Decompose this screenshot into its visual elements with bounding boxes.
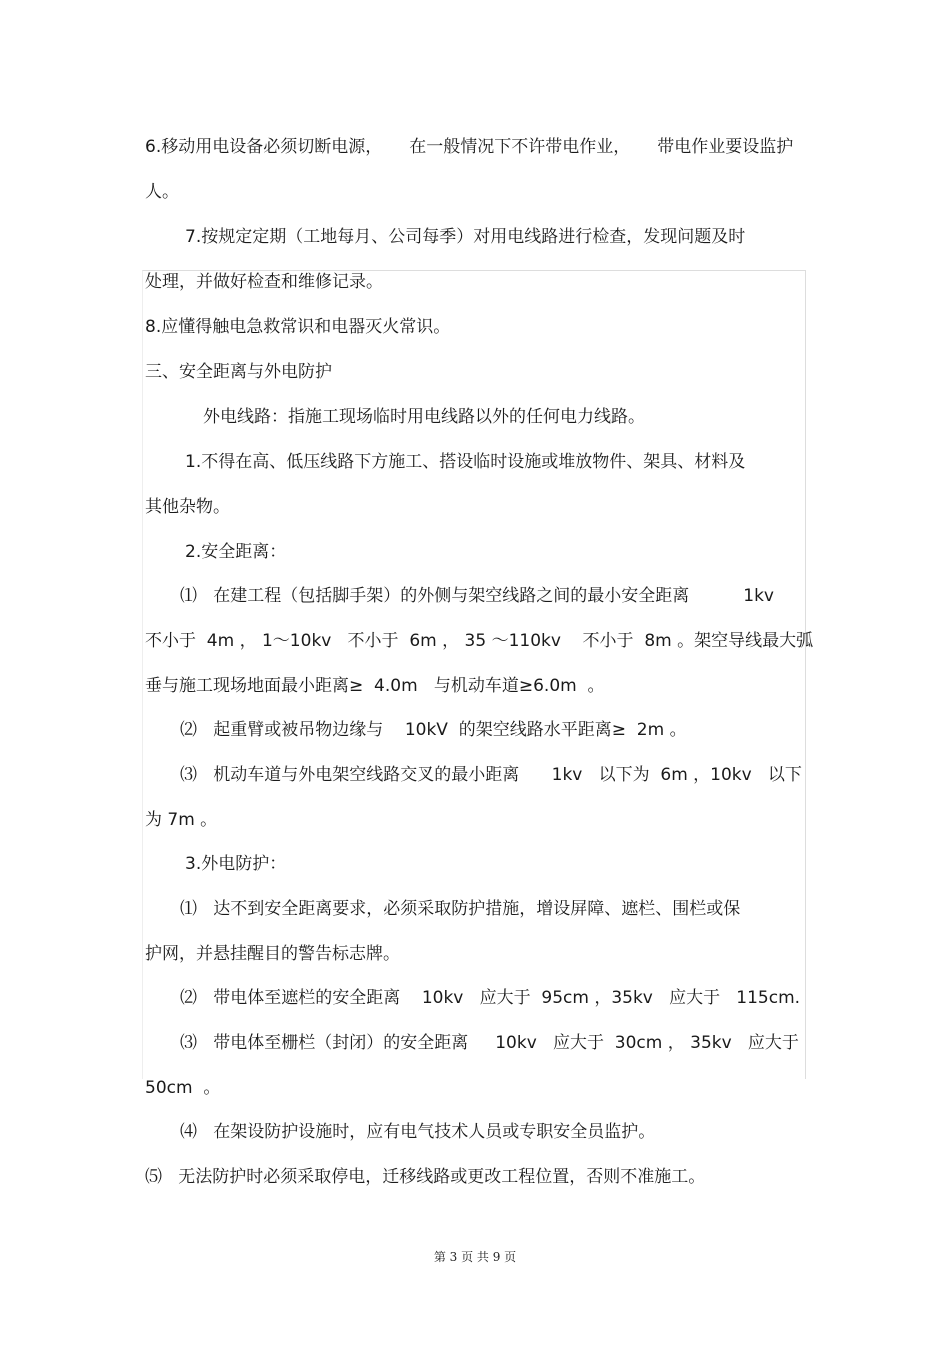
text-line: ⑴ 在建工程（包括脚手架）的外侧与架空线路之间的最小安全距离 1kv bbox=[180, 586, 774, 606]
text-line: 护网，并悬挂醒目的警告标志牌。 bbox=[145, 944, 400, 964]
text-line: ⑴ 达不到安全距离要求，必须采取防护措施，增设屏障、遮栏、围栏或保 bbox=[180, 899, 741, 919]
text-line: ⑸ 无法防护时必须采取停电，迁移线路或更改工程位置，否则不准施工。 bbox=[145, 1167, 706, 1187]
text-line: 1.不得在高、低压线路下方施工、搭设临时设施或堆放物件、架具、材料及 bbox=[185, 452, 746, 472]
subheading: 3.外电防护： bbox=[185, 854, 287, 874]
text-line: 8.应懂得触电急救常识和电器灭火常识。 bbox=[145, 317, 451, 337]
text-line: 其他杂物。 bbox=[145, 497, 230, 517]
subheading: 2.安全距离： bbox=[185, 542, 287, 562]
text-line: ⑷ 在架设防护设施时，应有电气技术人员或专职安全员监护。 bbox=[180, 1122, 656, 1142]
text-line: 处理，并做好检查和维修记录。 bbox=[145, 272, 383, 292]
text-line: 垂与施工现场地面最小距离≥ 4.0m 与机动车道≥6.0m 。 bbox=[145, 676, 605, 696]
text-line: ⑶ 带电体至栅栏（封闭）的安全距离 10kv 应大于 30cm ， 35kv 应大于 bbox=[180, 1033, 799, 1053]
text-line: ⑵ 起重臂或被吊物边缘与 10kV 的架空线路水平距离≥ 2m 。 bbox=[180, 720, 687, 740]
text-line: ⑵ 带电体至遮栏的安全距离 10kv 应大于 95cm ，35kv 应大于 115cm. bbox=[180, 988, 801, 1008]
text-line: 人。 bbox=[145, 182, 179, 202]
text-line: 7.按规定定期（工地每月、公司每季）对用电线路进行检查，发现问题及时 bbox=[185, 227, 746, 247]
text-line: 外电线路：指施工现场临时用电线路以外的任何电力线路。 bbox=[203, 407, 645, 427]
text-line: 50cm 。 bbox=[145, 1078, 221, 1098]
section-heading: 三、安全距离与外电防护 bbox=[145, 362, 332, 382]
text-line: 不小于 4m ， 1～10kv 不小于 6m ， 35 ～110kv 不小于 8m 。架空导线最大弧 bbox=[145, 631, 814, 651]
text-line: ⑶ 机动车道与外电架空线路交叉的最小距离 1kv 以下为 6m ，10kv 以下 bbox=[180, 765, 802, 785]
page-footer: 第 3 页 共 9 页 bbox=[433, 1250, 517, 1264]
text-line: 为 7m 。 bbox=[145, 810, 218, 830]
text-line: 6.移动用电设备必须切断电源， 在一般情况下不许带电作业， 带电作业要设监护 bbox=[145, 137, 794, 157]
